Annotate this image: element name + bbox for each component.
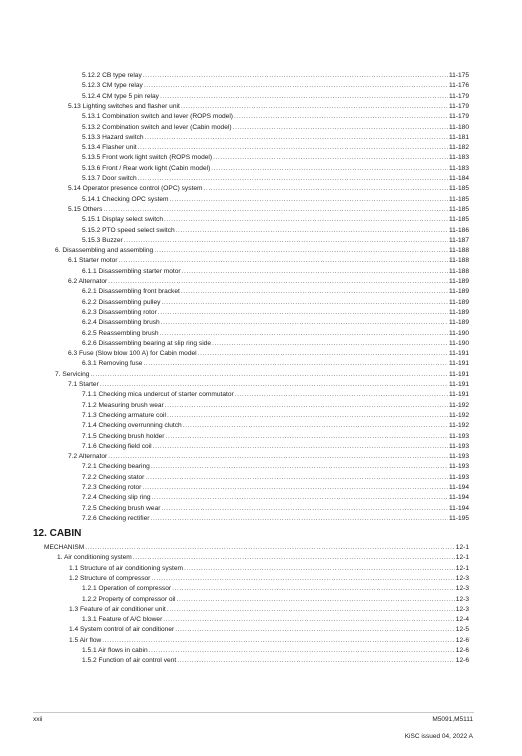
toc-entry-title: 7.1.2 Measuring brush wear: [82, 401, 164, 409]
footer-issue: KiSC issued 04, 2022 A: [404, 733, 473, 740]
toc-entry-page: 11-184: [448, 175, 469, 182]
toc-entry-title: 1.1 Structure of air conditioning system: [69, 564, 183, 572]
toc-entry-title: 5.13 Lighting switches and flasher unit: [68, 102, 180, 110]
toc-entry-title: 5.12.2 CB type relay: [82, 72, 142, 79]
toc-entry[interactable]: [82, 494, 469, 502]
toc-entry[interactable]: [82, 463, 469, 471]
toc-entry[interactable]: [82, 585, 469, 593]
toc-entry-page: 12-3: [455, 605, 469, 613]
toc-entry[interactable]: [69, 565, 469, 573]
toc-entry-page: 12-1: [455, 564, 469, 572]
toc-entry-page: 11-187: [448, 236, 469, 244]
toc-entry-page: 11-191: [448, 360, 469, 368]
toc-leader-dots: [160, 330, 448, 338]
toc-entry[interactable]: [82, 124, 469, 132]
toc-entry-page: 11-188: [448, 267, 469, 275]
toc-entry-page: 11-186: [448, 226, 469, 234]
toc-entry-page: 11-195: [448, 514, 469, 522]
toc-leader-dots: [152, 494, 448, 502]
footer-page-number: xxii: [33, 716, 43, 723]
toc-entry-title: 6.2.1 Disassembling front bracket: [82, 288, 180, 296]
toc-leader-dots: [212, 340, 448, 348]
toc-leader-dots: [108, 278, 448, 286]
toc-entry[interactable]: [82, 309, 469, 317]
toc-entry-page: 11-183: [448, 154, 469, 162]
toc-entry[interactable]: [68, 185, 469, 193]
toc-leader-dots: [211, 165, 448, 173]
toc-leader-dots: [144, 82, 448, 90]
toc-entry-page: 12-6: [455, 636, 469, 644]
footer-divider: [33, 712, 474, 713]
toc-entry[interactable]: [82, 484, 469, 492]
toc-leader-dots: [149, 647, 455, 655]
toc-entry-page: 11-194: [448, 494, 469, 502]
toc-entry[interactable]: [82, 340, 469, 348]
toc-entry-page: 11-191: [448, 391, 469, 399]
toc-leader-dots: [163, 616, 455, 624]
toc-entry-page: 11-193: [448, 442, 469, 450]
toc-entry[interactable]: [82, 474, 469, 482]
toc-entry-page: 11-191: [448, 381, 469, 388]
toc-entry[interactable]: [82, 93, 469, 101]
toc-entry-page: 12-6: [455, 657, 469, 665]
toc-entry[interactable]: [82, 391, 469, 399]
toc-entry-title: 5.13.1 Combination switch and lever (ROPS model): [82, 113, 233, 121]
toc-entry-title: 7.2.4 Checking slip ring: [82, 494, 151, 502]
toc-entry-page: 11-192: [448, 422, 469, 430]
toc-entry-page: 11-189: [448, 278, 469, 285]
toc-entry-page: 12-1: [455, 554, 469, 562]
toc-entry-page: 11-193: [448, 463, 469, 471]
toc-entry[interactable]: [82, 412, 469, 420]
toc-entry-title: 1.3 Feature of air conditioner unit: [69, 605, 166, 613]
toc-entry-title: 7.2.5 Checking brush wear: [82, 504, 161, 512]
toc-leader-dots: [153, 443, 448, 451]
toc-leader-dots: [165, 402, 448, 410]
toc-leader-dots: [165, 433, 447, 441]
toc-entry-page: 11-182: [448, 144, 469, 152]
toc-entry-page: 11-183: [448, 164, 469, 172]
toc-entry-title: 6.2.4 Disassembling brush: [82, 319, 160, 327]
toc-entry-page: 11-188: [448, 257, 469, 265]
toc-leader-dots: [181, 103, 448, 111]
toc-leader-dots: [102, 637, 455, 645]
toc-entry-title: 6.2.3 Disassembling rotor: [82, 308, 157, 316]
toc-entry[interactable]: [82, 647, 469, 655]
toc-entry[interactable]: [82, 515, 469, 523]
toc-entry-title: 1.4 System control of air conditioner: [69, 626, 175, 634]
toc-leader-dots: [176, 596, 454, 604]
toc-leader-dots: [118, 257, 447, 265]
toc-entry-page: 11-180: [448, 123, 469, 131]
toc-leader-dots: [145, 134, 448, 142]
toc-entry-title: MECHANISM: [44, 544, 85, 551]
toc-entry-title: 1. Air conditioning system: [57, 554, 132, 562]
toc-entry-title: 1.5.2 Function of air control vent: [82, 657, 177, 665]
toc-entry-title: 5.13.3 Hazard switch: [82, 133, 144, 141]
toc-entry[interactable]: [55, 371, 469, 379]
toc-leader-dots: [183, 422, 448, 430]
section-heading: 12. CABIN: [33, 528, 82, 539]
toc-entry-title: 6.1 Starter motor: [68, 257, 118, 265]
toc-leader-dots: [108, 453, 448, 461]
toc-entry[interactable]: [69, 626, 469, 634]
toc-entry[interactable]: [44, 544, 469, 552]
toc-entry-title: 7.1.6 Checking field coil: [82, 442, 152, 450]
toc-entry-title: 5.15 Others: [68, 205, 103, 213]
toc-entry-title: 1.5 Air flow: [69, 636, 102, 644]
toc-entry-page: 11-194: [448, 484, 469, 491]
toc-leader-dots: [150, 515, 448, 523]
toc-leader-dots: [167, 412, 448, 420]
toc-entry-page: 11-189: [448, 319, 469, 327]
toc-leader-dots: [233, 124, 448, 132]
toc-entry-page: 12-5: [455, 626, 469, 634]
toc-entry[interactable]: [82, 319, 469, 327]
toc-entry[interactable]: [68, 350, 469, 358]
toc-entry-page: 11-179: [448, 113, 469, 121]
toc-leader-dots: [177, 657, 455, 665]
toc-leader-dots: [138, 175, 448, 183]
toc-leader-dots: [170, 196, 448, 204]
toc-entry[interactable]: [69, 637, 469, 645]
toc-entry-page: 12-6: [455, 647, 469, 654]
toc-entry[interactable]: [82, 134, 469, 142]
toc-entry[interactable]: [82, 196, 469, 204]
toc-leader-dots: [234, 113, 448, 121]
toc-entry-title: 5.12.3 CM type relay: [82, 82, 143, 90]
toc-entry-title: 6.2.6 Disassembling bearing at slip ring side: [82, 339, 212, 347]
toc-entry-page: 11-192: [448, 401, 469, 409]
toc-entry-page: 11-190: [448, 339, 469, 347]
toc-leader-dots: [167, 606, 455, 614]
toc-entry[interactable]: [68, 257, 469, 265]
toc-entry-title: 5.13.2 Combination switch and lever (Cabin model): [82, 123, 232, 131]
toc-entry[interactable]: [82, 616, 469, 624]
toc-entry-title: 6.2.5 Reassembling brush: [82, 329, 159, 337]
toc-entry-page: 12-3: [455, 595, 469, 603]
toc-entry-title: 6.3.1 Removing fuse: [82, 360, 143, 368]
toc-entry-title: 5.13.4 Flasher unit: [82, 144, 137, 152]
toc-entry-title: 5.13.6 Front / Rear work light (Cabin model): [82, 164, 211, 172]
toc-entry-page: 11-189: [448, 288, 469, 296]
toc-entry[interactable]: [82, 433, 469, 441]
toc-entry-title: 7.2 Alternator: [68, 453, 108, 461]
toc-entry-page: 11-179: [448, 92, 469, 100]
toc-entry-title: 1.2.1 Operation of compressor: [82, 585, 172, 593]
toc-leader-dots: [164, 216, 448, 224]
toc-leader-dots: [90, 371, 448, 379]
toc-entry[interactable]: [69, 575, 469, 583]
toc-entry-title: 7.1.4 Checking overrunning clutch: [82, 422, 182, 430]
toc-entry-page: 11-190: [448, 329, 469, 337]
toc-leader-dots: [133, 554, 455, 562]
toc-entry[interactable]: [68, 278, 469, 286]
toc-entry-page: 12-1: [455, 544, 469, 551]
toc-entry[interactable]: [82, 402, 469, 410]
toc-entry-title: 6.3 Fuse (Slow blow 100 A) for Cabin model: [68, 350, 197, 358]
toc-entry-title: 5.15.3 Buzzer: [82, 236, 123, 244]
toc-entry-title: 7. Servicing: [55, 370, 90, 378]
toc-entry-page: 11-189: [448, 298, 469, 306]
toc-entry-title: 5.15.2 PTO speed select switch: [82, 226, 175, 234]
toc-entry-page: 11-194: [448, 504, 469, 512]
toc-entry[interactable]: [82, 216, 469, 224]
toc-entry-title: 5.13.5 Front work light switch (ROPS model): [82, 154, 213, 162]
toc-leader-dots: [204, 185, 448, 193]
toc-leader-dots: [158, 309, 448, 317]
toc-entry[interactable]: [82, 299, 469, 307]
toc-entry-title: 7.2.3 Checking rotor: [82, 484, 142, 491]
toc-entry[interactable]: [82, 422, 469, 430]
toc-entry-page: 11-189: [448, 308, 469, 316]
toc-entry-title: 7.2.6 Checking rectifier: [82, 514, 150, 522]
toc-entry-title: 7.1 Starter: [68, 381, 99, 388]
toc-leader-dots: [103, 206, 448, 214]
toc-leader-dots: [184, 565, 455, 573]
toc-entry[interactable]: [68, 206, 469, 214]
toc-leader-dots: [160, 93, 448, 101]
toc-entry-title: 1.2.2 Property of compressor oil: [82, 595, 176, 603]
toc-entry-title: 6.2.2 Disassembling pulley: [82, 298, 161, 306]
toc-entry-page: 11-193: [448, 432, 469, 440]
toc-entry[interactable]: [82, 144, 469, 152]
toc-entry[interactable]: [82, 82, 469, 90]
toc-entry[interactable]: [82, 154, 469, 162]
toc-leader-dots: [235, 391, 448, 399]
toc-leader-dots: [145, 474, 448, 482]
toc-entry[interactable]: [82, 330, 469, 338]
toc-entry-title: 6. Disassembling and assembling: [55, 247, 154, 255]
toc-entry-page: 12-3: [455, 574, 469, 582]
toc-entry[interactable]: [68, 381, 469, 389]
toc-entry-title: 5.14 Operator presence control (OPC) system: [68, 185, 203, 193]
toc-entry-title: 1.5.1 Air flows in cabin: [82, 647, 148, 654]
toc-entry-title: 7.2.2 Checking stator: [82, 473, 145, 481]
toc-entry-page: 12-4: [455, 616, 469, 624]
toc-entry-page: 11-185: [448, 205, 469, 213]
toc-entry[interactable]: [82, 175, 469, 183]
toc-entry-page: 11-185: [448, 185, 469, 193]
toc-entry[interactable]: [82, 237, 469, 245]
toc-entry[interactable]: [82, 288, 469, 296]
toc-entry[interactable]: [82, 360, 469, 368]
toc-entry-page: 11-179: [448, 102, 469, 110]
toc-leader-dots: [124, 237, 448, 245]
toc-leader-dots: [181, 288, 448, 296]
toc-entry-title: 6.2 Alternator: [68, 278, 108, 285]
toc-leader-dots: [213, 154, 448, 162]
toc-entry-page: 11-191: [448, 350, 469, 358]
toc-entry-page: 12-3: [455, 585, 469, 593]
toc-entry-title: 1.2 Structure of compressor: [69, 574, 151, 582]
toc-entry-title: 5.14.1 Checking OPC system: [82, 195, 169, 203]
toc-leader-dots: [143, 72, 448, 80]
toc-entry[interactable]: [82, 505, 469, 513]
toc-leader-dots: [142, 484, 448, 492]
toc-entry[interactable]: [57, 554, 469, 562]
toc-entry-title: 5.15.1 Display select switch: [82, 216, 163, 224]
toc-entry[interactable]: [82, 443, 469, 451]
toc-entry-title: 5.12.4 CM type 5 pin relay: [82, 92, 159, 100]
toc-entry[interactable]: [55, 247, 469, 255]
toc-entry-page: 11-188: [448, 247, 469, 255]
toc-leader-dots: [138, 144, 448, 152]
toc-leader-dots: [161, 299, 448, 307]
toc-leader-dots: [161, 319, 448, 327]
toc-leader-dots: [143, 360, 447, 368]
toc-leader-dots: [198, 350, 448, 358]
toc-entry-page: 11-185: [448, 195, 469, 203]
footer-model: M5091,M5111: [432, 716, 473, 723]
toc-entry[interactable]: [82, 227, 469, 235]
toc-entry[interactable]: [82, 596, 469, 604]
toc-entry-page: 11-185: [448, 216, 469, 224]
toc-leader-dots: [161, 505, 448, 513]
toc-entry-page: 11-191: [448, 370, 469, 378]
toc-entry-title: 7.2.1 Checking bearing: [82, 463, 150, 471]
toc-entry[interactable]: [82, 165, 469, 173]
toc-entry[interactable]: [82, 268, 469, 276]
toc-leader-dots: [176, 227, 448, 235]
toc-entry-page: 11-175: [448, 72, 469, 79]
toc-entry-title: 1.3.1 Feature of A/C blower: [82, 616, 163, 624]
toc-leader-dots: [172, 585, 455, 593]
toc-entry-page: 11-192: [448, 411, 469, 419]
toc-leader-dots: [85, 544, 455, 552]
toc-entry-title: 7.1.1 Checking mica undercut of starter commutator: [82, 391, 234, 399]
toc-entry-title: 5.13.7 Door switch: [82, 175, 137, 182]
toc-leader-dots: [182, 268, 448, 276]
toc-entry-title: 7.1.3 Checking armature coil: [82, 411, 166, 419]
toc-entry-title: 6.1.1 Disassembling starter motor: [82, 267, 181, 275]
toc-leader-dots: [100, 381, 448, 389]
toc-entry-page: 11-176: [448, 82, 469, 90]
toc-leader-dots: [151, 463, 448, 471]
toc-entry[interactable]: [82, 113, 469, 121]
toc-leader-dots: [151, 575, 454, 583]
toc-entry[interactable]: [82, 657, 469, 665]
toc-entry[interactable]: [68, 453, 469, 461]
toc-entry[interactable]: [82, 72, 469, 80]
toc-leader-dots: [154, 247, 448, 255]
toc-entry-page: 11-193: [448, 473, 469, 481]
toc-leader-dots: [175, 626, 455, 634]
toc-entry[interactable]: [69, 606, 469, 614]
toc-entry[interactable]: [68, 103, 469, 111]
toc-entry-title: 7.1.5 Checking brush holder: [82, 432, 165, 440]
toc-entry-page: 11-181: [448, 133, 469, 141]
toc-entry-page: 11-193: [448, 453, 469, 461]
